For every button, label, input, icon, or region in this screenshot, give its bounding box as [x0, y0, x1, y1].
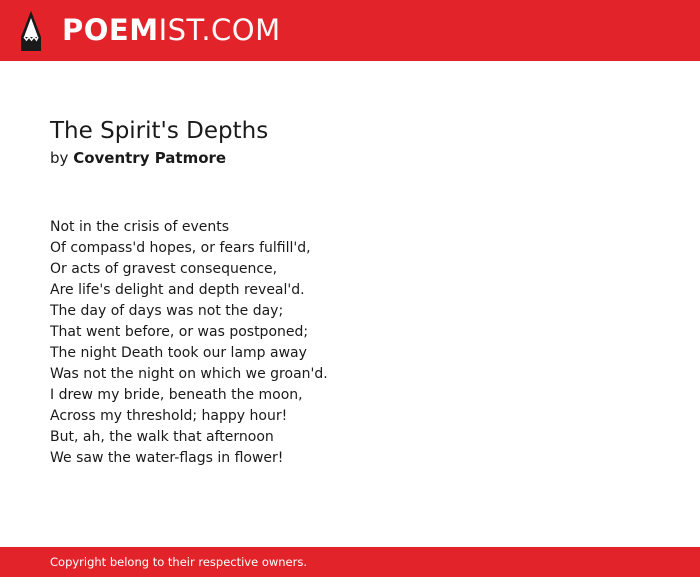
poem-line: That went before, or was postponed; — [50, 324, 309, 340]
site-brand-name — [62, 13, 281, 47]
poem-content — [50, 116, 650, 469]
poem-line: Are life's delight and depth reveal'd. — [50, 282, 305, 298]
poem-line: Of compass'd hopes, or fears fulfill'd, — [50, 240, 311, 256]
poem-title: The Spirit's Depths — [50, 118, 269, 144]
poem-line: I drew my bride, beneath the moon, — [50, 387, 303, 403]
poem-line: Not in the crisis of events — [50, 219, 229, 235]
brand-light-part: IST.COM — [158, 13, 281, 47]
poem-line: The day of days was not the day; — [50, 303, 284, 319]
poem-text — [50, 217, 650, 469]
poem-line: Was not the night on which we groan'd. — [50, 366, 328, 382]
brand-bold-part: POEM — [62, 13, 159, 47]
poem-line: Or acts of gravest consequence, — [50, 261, 278, 277]
poem-line: We saw the water-flags in flower! — [50, 450, 284, 466]
site-header — [0, 0, 700, 61]
site-logo-link[interactable] — [18, 10, 281, 52]
pencil-tip-icon — [18, 10, 44, 52]
copyright-notice: Copyright belong to their respective owners. — [50, 555, 308, 569]
poem-line: Across my threshold; happy hour! — [50, 408, 288, 424]
author-link[interactable]: Coventry Patmore — [73, 149, 227, 167]
site-footer — [0, 547, 700, 577]
poem-line: The night Death took our lamp away — [50, 345, 307, 361]
poem-line: But, ah, the walk that afternoon — [50, 429, 274, 445]
poem-byline — [50, 148, 650, 168]
byline-label: by — [50, 149, 69, 167]
